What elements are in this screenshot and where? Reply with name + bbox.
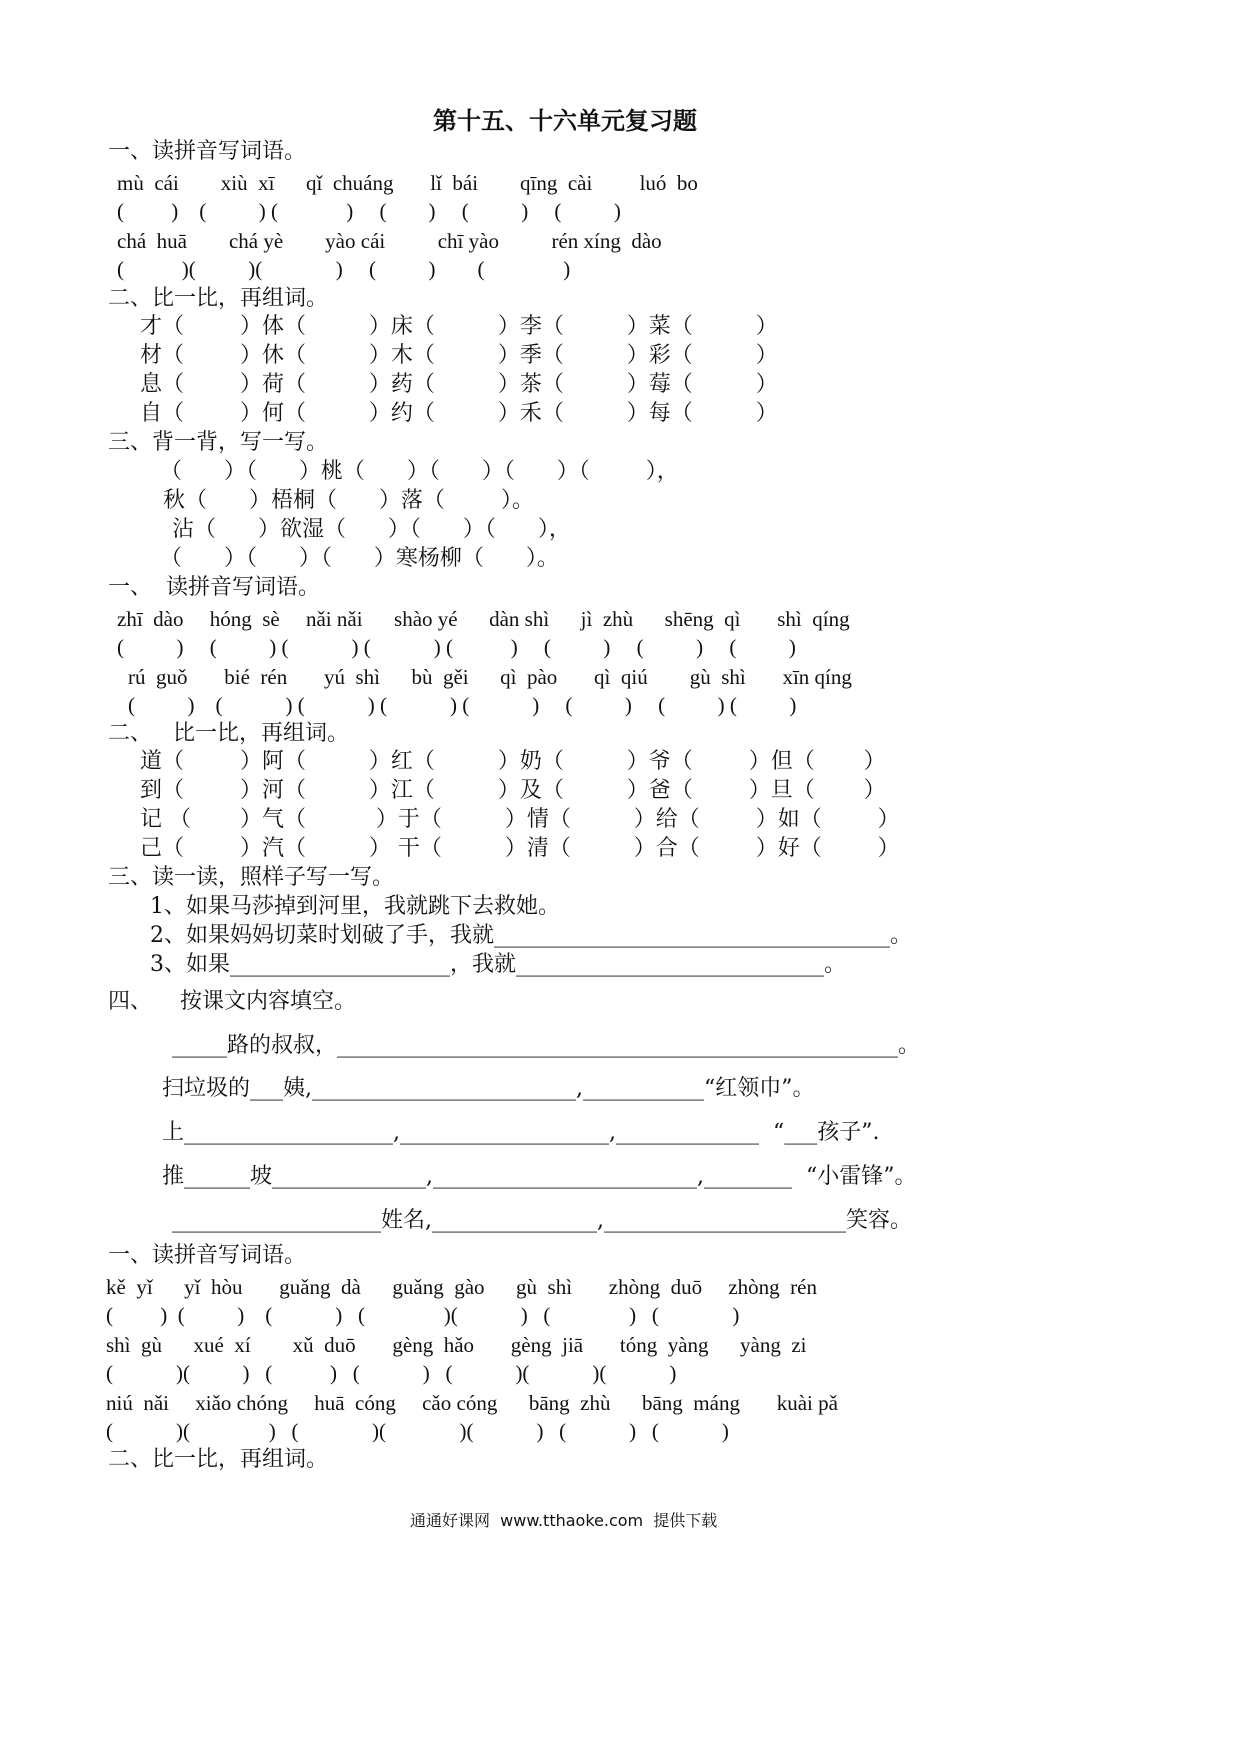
answer-parens: ( )( )( ) ( ) ( ) bbox=[117, 257, 571, 281]
compare-row: 到（ ）河（ ）江（ ）及（ ）爸（ ）旦（ ） bbox=[140, 778, 886, 803]
sentence-blank: 2、如果妈妈切菜时划破了手，我就____________________________________。 bbox=[150, 923, 912, 948]
section-heading: 一、 读拼音写词语。 bbox=[108, 575, 320, 600]
answer-parens: ( ) ( ) ( ) ( )( ) ( ) ( ) bbox=[106, 1303, 740, 1327]
recite-row: 秋（ ）梧桐（ ）落（ ）。 bbox=[163, 488, 534, 513]
pinyin-row: chá huā chá yè yào cái chī yào rén xíng dào bbox=[117, 229, 662, 253]
sentence-example: 1、如果马莎掉到河里，我就跳下去救她。 bbox=[150, 894, 560, 919]
section-heading: 四、 按课文内容填空。 bbox=[108, 989, 356, 1014]
answer-parens: ( ) ( ) ( ) ( ) ( ) ( ) ( ) ( ) bbox=[117, 635, 796, 659]
compare-row: 自（ ）何（ ）约（ ）禾（ ）每（ ） bbox=[140, 401, 778, 426]
compare-row: 息（ ）荷（ ）药（ ）茶（ ）莓（ ） bbox=[140, 372, 778, 397]
page-title: 第十五、十六单元复习题 bbox=[433, 107, 697, 135]
fill-blank-row: _____路的叔叔，___________________________________________________。 bbox=[172, 1033, 921, 1058]
answer-parens: ( )( ) ( ) ( ) ( )( )( ) bbox=[106, 1361, 677, 1385]
section-heading: 三、背一背，写一写。 bbox=[108, 430, 329, 455]
compare-row: 材（ ）休（ ）木（ ）季（ ）彩（ ） bbox=[140, 343, 778, 368]
recite-row: （ ）（ ）（ ）寒杨柳（ ）。 bbox=[160, 546, 559, 571]
pinyin-row: kě yǐ yǐ hòu guǎng dà guǎng gào gù shì zhòng duō zhòng rén bbox=[106, 1275, 817, 1299]
compare-row: 道（ ）阿（ ）红（ ）奶（ ）爷（ ）但（ ） bbox=[140, 749, 886, 774]
fill-blank-row: 扫垃圾的___姨,________________________,___________“红领巾”。 bbox=[162, 1076, 815, 1101]
recite-row: 沾（ ）欲湿（ ）（ ）（ ）， bbox=[172, 517, 571, 542]
recite-row: （ ）（ ）桃（ ）（ ）（ ）（ ）， bbox=[160, 459, 679, 484]
page-footer: 通通好课网 www.tthaoke.com 提供下载 bbox=[410, 1511, 718, 1530]
section-heading: 二、比一比，再组词。 bbox=[108, 1447, 329, 1472]
pinyin-row: niú nǎi xiǎo chóng huā cóng cǎo cóng bāng zhù bāng máng kuài pǎ bbox=[106, 1391, 838, 1415]
section-heading: 一、读拼音写词语。 bbox=[108, 1243, 307, 1268]
answer-parens: ( ) ( ) ( ) ( ) ( ) ( ) bbox=[117, 199, 621, 223]
fill-blank-row: 上___________________,___________________,_____________ “___孩子”. bbox=[162, 1120, 880, 1145]
answer-parens: ( )( ) ( )( )( ) ( ) ( ) bbox=[106, 1419, 729, 1443]
section-heading: 三、读一读，照样子写一写。 bbox=[108, 865, 395, 890]
fill-blank-row: 推______坡______________,________________________,________ “小雷锋”。 bbox=[162, 1164, 917, 1189]
pinyin-row: rú guǒ bié rén yú shì bù gěi qì pào qì qiú gù shì xīn qíng bbox=[128, 665, 852, 689]
section-heading: 二、比一比，再组词。 bbox=[108, 286, 329, 311]
compare-row: 记 （ ）气（ ）于（ ）情（ ）给（ ）如（ ） bbox=[140, 807, 900, 832]
sentence-blank: 3、如果____________________，我就____________________________。 bbox=[150, 952, 846, 977]
compare-row: 才（ ）体（ ）床（ ）李（ ）菜（ ） bbox=[140, 314, 778, 339]
compare-row: 己（ ）汽（ ） 干（ ）清（ ）合（ ）好（ ） bbox=[140, 836, 900, 861]
section-heading: 一、读拼音写词语。 bbox=[108, 139, 307, 164]
answer-parens: ( ) ( ) ( ) ( ) ( ) ( ) ( ) ( ) bbox=[128, 693, 797, 717]
pinyin-row: shì gù xué xí xǔ duō gèng hǎo gèng jiā tóng yàng yàng zi bbox=[106, 1333, 807, 1357]
pinyin-row: zhī dào hóng sè nǎi nǎi shào yé dàn shì jì zhù shēng qì shì qíng bbox=[117, 607, 850, 631]
pinyin-row: mù cái xiù xī qǐ chuáng lǐ bái qīng cài luó bo bbox=[117, 171, 698, 195]
fill-blank-row: ___________________姓名,_______________,______________________笑容。 bbox=[172, 1208, 912, 1233]
section-heading: 二、 比一比，再组词。 bbox=[108, 721, 349, 746]
